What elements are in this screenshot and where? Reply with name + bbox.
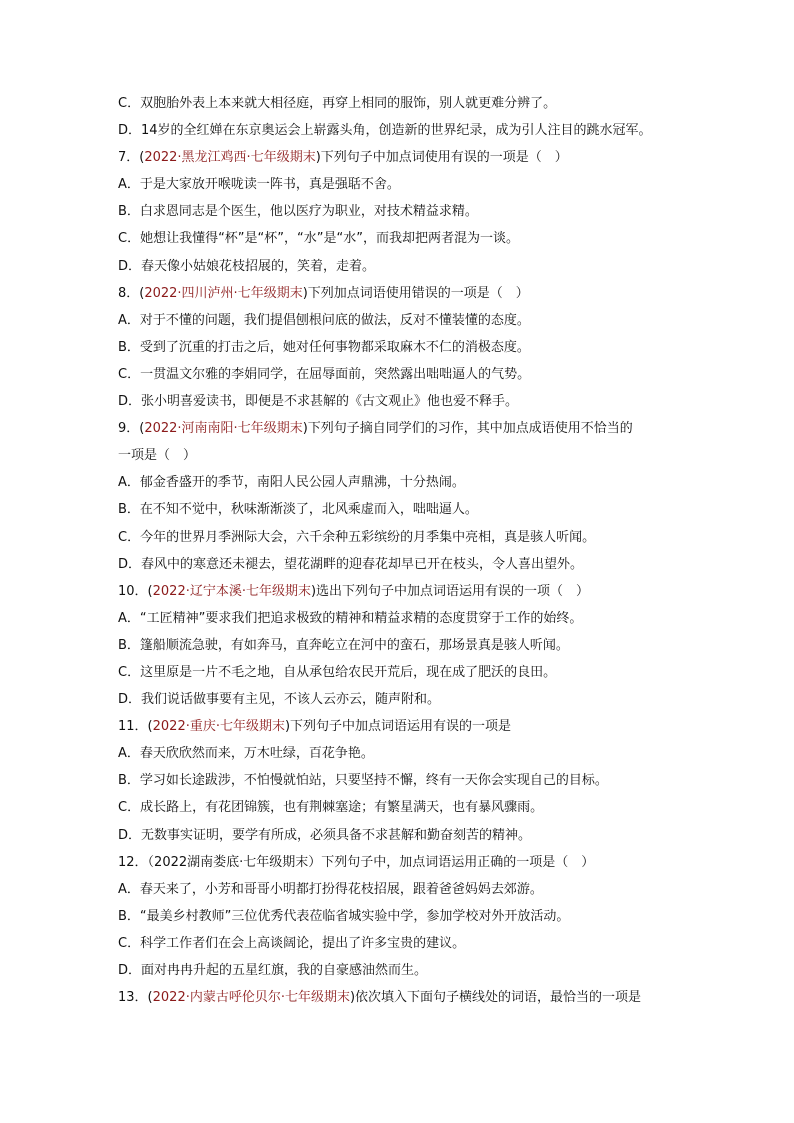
question-source: 2022·重庆·七年级期末 [152, 719, 285, 735]
option-line: C．双胞胎外表上本来就大相径庭，再穿上相同的服饰，别人就更难分辨了。 [118, 96, 557, 111]
option-line: D．张小明喜爱读书，即便是不求甚解的《古文观止》他也爱不释手。 [118, 394, 519, 410]
option-line: 一项是（ ） [118, 448, 197, 464]
question-number: 7．( [118, 150, 145, 166]
option-line: C．成长路上，有花团锦簇，也有荆棘塞途；有繁星满天，也有暴风骤雨。 [118, 800, 544, 816]
option-line: A．郁金香盛开的季节，南阳人民公园人声鼎沸，十分热闹。 [118, 475, 465, 491]
question-text: )下列加点词语使用错误的一项是（ ） [302, 285, 529, 301]
question-number: 11．( [118, 719, 153, 735]
option-line: A．对于不懂的问题，我们提倡刨根问底的做法，反对不懂装懂的态度。 [118, 312, 530, 328]
question-text: )依次填入下面句子横线处的词语，最恰当的一项是 [349, 990, 642, 1006]
option-line: B．在不知不觉中，秋味渐渐淡了，北风乘虚而入，咄咄逼人。 [118, 502, 478, 518]
question-number: 10．( [118, 583, 153, 599]
option-line: D．14岁的全红婵在东京奥运会上崭露头角，创造新的世界纪录，成为引人注目的跳水冠军。 [118, 123, 652, 139]
option-line: B．篷船顺流急驶，有如奔马，直奔屹立在河中的蛮石，那场景真是骇人听闻。 [118, 637, 569, 653]
option-line: D．春天像小姑娘花枝招展的，笑着，走着。 [118, 258, 376, 274]
question-number: 9．( [118, 421, 145, 437]
question-text: )选出下列句子中加点词语运用有误的一项（ ） [310, 583, 590, 599]
option-line: C．她想让我懂得“杯”是“杯”，“水”是“水”，而我却把两者混为一谈。 [118, 231, 519, 247]
option-line: D．面对冉冉升起的五星红旗，我的自豪感油然而生。 [118, 963, 428, 978]
question-line [118, 713, 688, 740]
option-line: B．白求恩同志是个医生，他以医疗为职业，对技术精益求精。 [118, 204, 478, 220]
option-line: C．一贯温文尔雅的李娟同学，在屈辱面前，突然露出咄咄逼人的气势。 [118, 366, 531, 382]
question-number: 13．( [118, 990, 153, 1006]
question-number: 8．( [118, 285, 145, 301]
question-text: )下列句子摘自同学们的习作，其中加点成语使用不恰当的 [302, 421, 633, 437]
option-line: B．学习如长途跋涉，不怕慢就怕站，只要坚持不懈，终有一天你会实现自己的目标。 [118, 773, 608, 789]
option-line: A．春天来了，小芳和哥哥小明都打扮得花枝招展，跟着爸爸妈妈去郊游。 [118, 881, 543, 897]
question-line [118, 280, 688, 307]
question-source: 2022·内蒙古呼伦贝尔·七年级期末 [152, 990, 350, 1006]
question-source: 2022·河南南阳·七年级期末 [144, 421, 303, 437]
option-line: A．春天欣欣然而来，万木吐绿，百花争艳。 [118, 746, 374, 762]
option-line: 12．（2022湖南娄底·七年级期末）下列句子中，加点词语运用正确的一项是（ ） [118, 854, 595, 870]
option-line: A．“工匠精神”要求我们把追求极致的精神和精益求精的态度贯穿于工作的始终。 [118, 610, 583, 626]
question-source: 2022·辽宁本溪·七年级期末 [152, 583, 311, 599]
option-line: B．受到了沉重的打击之后，她对任何事物都采取麻木不仁的消极态度。 [118, 339, 530, 355]
question-source: 2022·黑龙江鸡西·七年级期末 [144, 150, 316, 166]
question-line [118, 144, 688, 171]
option-line: B．“最美乡村教师”三位优秀代表莅临省城实验中学，参加学校对外开放活动。 [118, 908, 570, 924]
option-line: D．无数事实证明，要学有所成，必须具备不求甚解和勤奋刻苦的精神。 [118, 827, 532, 843]
question-text: )下列句子中加点词语运用有误的一项是 [284, 719, 512, 735]
question-line [118, 578, 688, 605]
option-line: D．我们说话做事要有主见，不该人云亦云，随声附和。 [118, 692, 441, 708]
question-text: )下列句子中加点词使用有误的一项是（ ） [315, 150, 568, 166]
option-line: C．这里原是一片不毛之地，自从承包给农民开荒后，现在成了肥沃的良田。 [118, 664, 557, 680]
question-line [118, 984, 688, 1011]
question-source: 2022·四川泸州·七年级期末 [144, 285, 303, 301]
question-line [118, 415, 688, 442]
option-line: D．春风中的寒意还未褪去，望花湖畔的迎春花却早已开在枝头，令人喜出望外。 [118, 556, 584, 572]
option-line: A．于是大家放开喉咙读一阵书，真是强聒不舍。 [118, 177, 400, 193]
question-list [118, 90, 688, 1011]
option-line: C．科学工作者们在会上高谈阔论，提出了许多宝贵的建议。 [118, 935, 466, 951]
option-line: C．今年的世界月季洲际大会，六千余种五彩缤纷的月季集中亮相，真是骇人听闻。 [118, 529, 596, 545]
